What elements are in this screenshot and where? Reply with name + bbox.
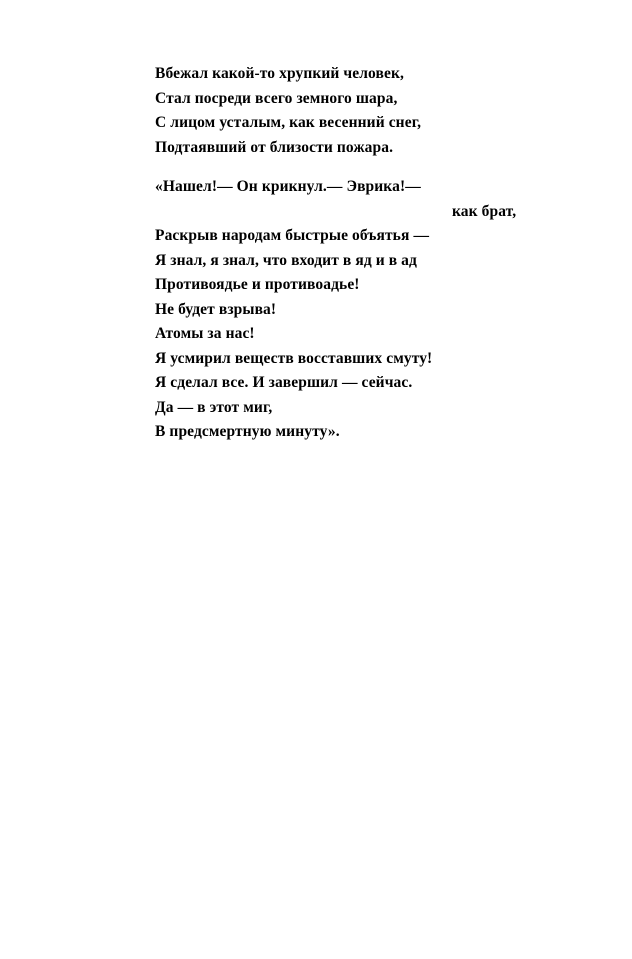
poem-line: Раскрыв народам быстрые объятья —	[155, 227, 430, 244]
poem-line: Атомы за нас!	[155, 325, 255, 342]
poem-line-stepped: как брат,	[452, 202, 517, 220]
poem-line: Противоядье и противоадье!	[155, 276, 360, 293]
poem-line: Подтаявший от близости пожара.	[155, 138, 394, 156]
poem-stanza-2	[155, 175, 516, 445]
poem-line: «Нашел!— Он крикнул.— Эврика!—	[155, 178, 421, 195]
poem-line: Вбежал какой-то хрупкий человек,	[155, 65, 404, 82]
poem-line: Не будет взрыва!	[155, 300, 277, 318]
poem-line: В предсмертную минуту».	[155, 423, 340, 440]
poem-line: Я знал, я знал, что входит в яд и в ад	[155, 251, 417, 269]
poem-line: Я усмирил веществ восставших смуту!	[155, 349, 433, 367]
poem-stanza-1	[155, 62, 421, 160]
poem-line: Я сделал все. И завершил — сейчас.	[155, 374, 413, 391]
poem-line: С лицом усталым, как весенний снег,	[155, 114, 422, 131]
poem-line: Да — в этот миг,	[155, 398, 273, 416]
poem-line: Стал посреди всего земного шара,	[155, 89, 398, 107]
